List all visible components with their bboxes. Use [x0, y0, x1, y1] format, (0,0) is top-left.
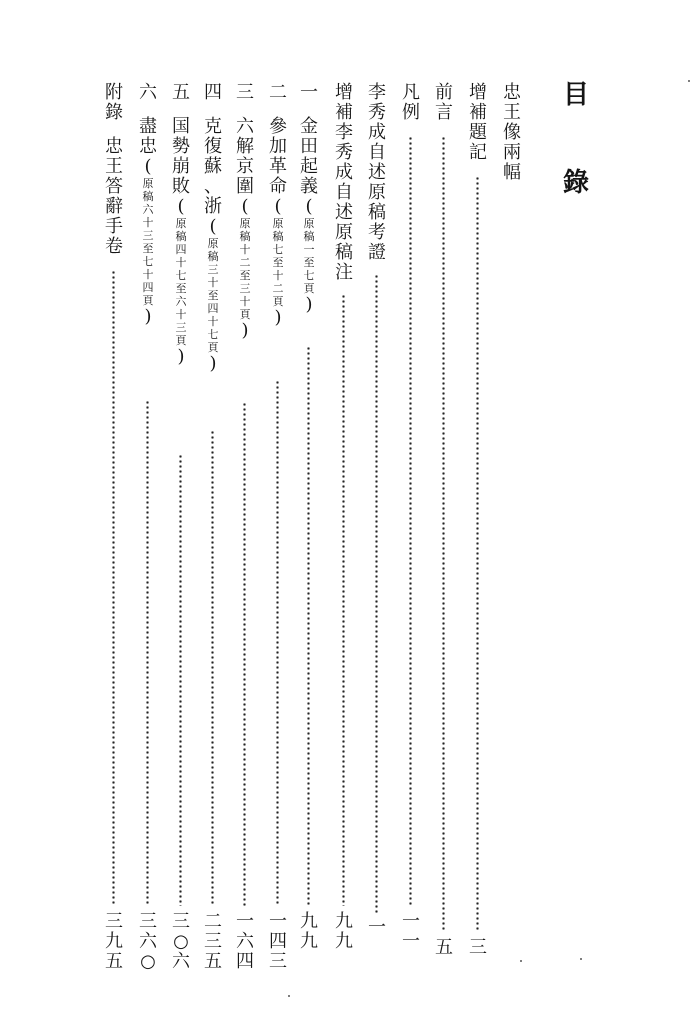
- entry-note: 至: [239, 269, 251, 282]
- entry-note: 十: [175, 308, 187, 321]
- entry-note: 稿: [303, 230, 315, 243]
- entry-title: 忠 王 像 兩 幅: [503, 82, 521, 183]
- entry-page: 三: [469, 937, 487, 958]
- entry-note: 至: [207, 289, 219, 302]
- entry-page: 一: [368, 917, 386, 938]
- entry-title: 国 勢 崩 敗 ( 原 稿 四 十 七 至 六 十 三 頁 ): [172, 116, 190, 367]
- entry-note: 六: [142, 203, 154, 216]
- entry-note: 頁: [303, 282, 315, 295]
- entry-note: 至: [175, 282, 187, 295]
- entry-note: 十: [207, 315, 219, 328]
- entry-note: 稿: [142, 190, 154, 203]
- entry-note: 稿: [272, 230, 284, 243]
- entry-note: 七: [142, 255, 154, 268]
- entry-page: 九 九: [300, 911, 318, 952]
- dot-leader: [146, 400, 149, 906]
- entry-note: 原: [207, 237, 219, 250]
- dot-leader: [342, 294, 345, 906]
- entry-note: 稿: [175, 230, 187, 243]
- entry-note: 稿: [239, 230, 251, 243]
- entry-page: 三 ○ 六: [172, 911, 190, 972]
- entry-title: 增 補 李 秀 成 自 述 原 稿 注: [335, 82, 353, 283]
- entry-title: 克 復 蘇 、 浙 ( 原 稿 三 十 至 四 十 七 頁 ): [204, 116, 222, 374]
- entry-note: 十: [239, 243, 251, 256]
- entry-number: 五: [172, 82, 190, 103]
- entry-note: 三: [142, 229, 154, 242]
- entry-note: 至: [303, 256, 315, 269]
- entry-note: 至: [272, 256, 284, 269]
- entry-note: 稿: [207, 250, 219, 263]
- entry-note: 三: [239, 282, 251, 295]
- entry-title: 金 田 起 義 ( 原 稿 一 至 七 頁 ): [300, 116, 318, 315]
- entry-note: 三: [207, 263, 219, 276]
- entry-page: 二 三 五: [204, 911, 222, 972]
- entry-note: 十: [142, 216, 154, 229]
- entry-note: 原: [142, 177, 154, 190]
- entry-note: 原: [239, 217, 251, 230]
- entry-page: 三 六 ○: [139, 911, 157, 972]
- entry-note: 二: [272, 282, 284, 295]
- heading-char-1: 目: [562, 80, 589, 110]
- entry-number: 附 錄: [105, 82, 123, 123]
- entry-title: 盡 忠 ( 原 稿 六 十 三 至 七 十 四 頁 ): [139, 116, 157, 327]
- entry-note: 十: [207, 276, 219, 289]
- entry-title: 六 解 京 圍 ( 原 稿 十 二 至 三 十 頁 ): [236, 116, 254, 341]
- entry-note: 四: [142, 281, 154, 294]
- dot-leader: [211, 430, 214, 906]
- dot-leader: [112, 270, 115, 906]
- entry-page: 五: [435, 937, 453, 958]
- dot-leader: [375, 274, 378, 914]
- entry-number: 二: [269, 82, 287, 103]
- entry-note: 四: [207, 302, 219, 315]
- entry-note: 至: [142, 242, 154, 255]
- entry-page: 三 九 五: [105, 911, 123, 972]
- entry-note: 十: [142, 268, 154, 281]
- entry-note: 七: [272, 243, 284, 256]
- entry-title: 增 補 題 記: [469, 82, 487, 163]
- entry-number: 一: [300, 82, 318, 103]
- entry-note: 三: [175, 321, 187, 334]
- dot-leader: [179, 454, 182, 906]
- entry-note: 頁: [239, 308, 251, 321]
- entry-note: 六: [175, 295, 187, 308]
- entry-note: 原: [272, 217, 284, 230]
- entry-note: 一: [303, 243, 315, 256]
- entry-number: 三: [236, 82, 254, 103]
- entry-note: 十: [175, 256, 187, 269]
- entry-note: 七: [207, 328, 219, 341]
- entry-page: 一 一: [402, 911, 420, 952]
- entry-note: 十: [239, 295, 251, 308]
- dot-leader: [476, 176, 479, 932]
- entry-note: 頁: [207, 341, 219, 354]
- entry-page: 九 九: [335, 911, 353, 952]
- dot-leader: [276, 380, 279, 906]
- entry-number: 六: [139, 82, 157, 103]
- entry-note: 頁: [142, 294, 154, 307]
- entry-note: 七: [175, 269, 187, 282]
- entry-note: 頁: [175, 334, 187, 347]
- entry-title: 參 加 革 命 ( 原 稿 七 至 十 二 頁 ): [269, 116, 287, 328]
- entry-title: 前 言: [435, 82, 453, 123]
- entry-number: 四: [204, 82, 222, 103]
- dot-leader: [243, 402, 246, 906]
- entry-note: 二: [239, 256, 251, 269]
- entry-note: 原: [303, 217, 315, 230]
- entry-title: 凡 例: [402, 82, 420, 123]
- entry-page: 一 四 三: [269, 911, 287, 972]
- entry-note: 頁: [272, 295, 284, 308]
- entry-note: 四: [175, 243, 187, 256]
- entry-title: 李 秀 成 自 述 原 稿 考 證: [368, 82, 386, 263]
- entry-title: 忠 王 答 辭 手 卷: [105, 136, 123, 257]
- entry-note: 原: [175, 217, 187, 230]
- heading-char-2: 錄: [562, 168, 589, 198]
- entry-note: 七: [303, 269, 315, 282]
- dot-leader: [442, 136, 445, 932]
- entry-note: 十: [272, 269, 284, 282]
- dot-leader: [409, 136, 412, 906]
- dot-leader: [307, 346, 310, 906]
- toc-heading: [556, 82, 596, 196]
- entry-page: 一 六 四: [236, 911, 254, 972]
